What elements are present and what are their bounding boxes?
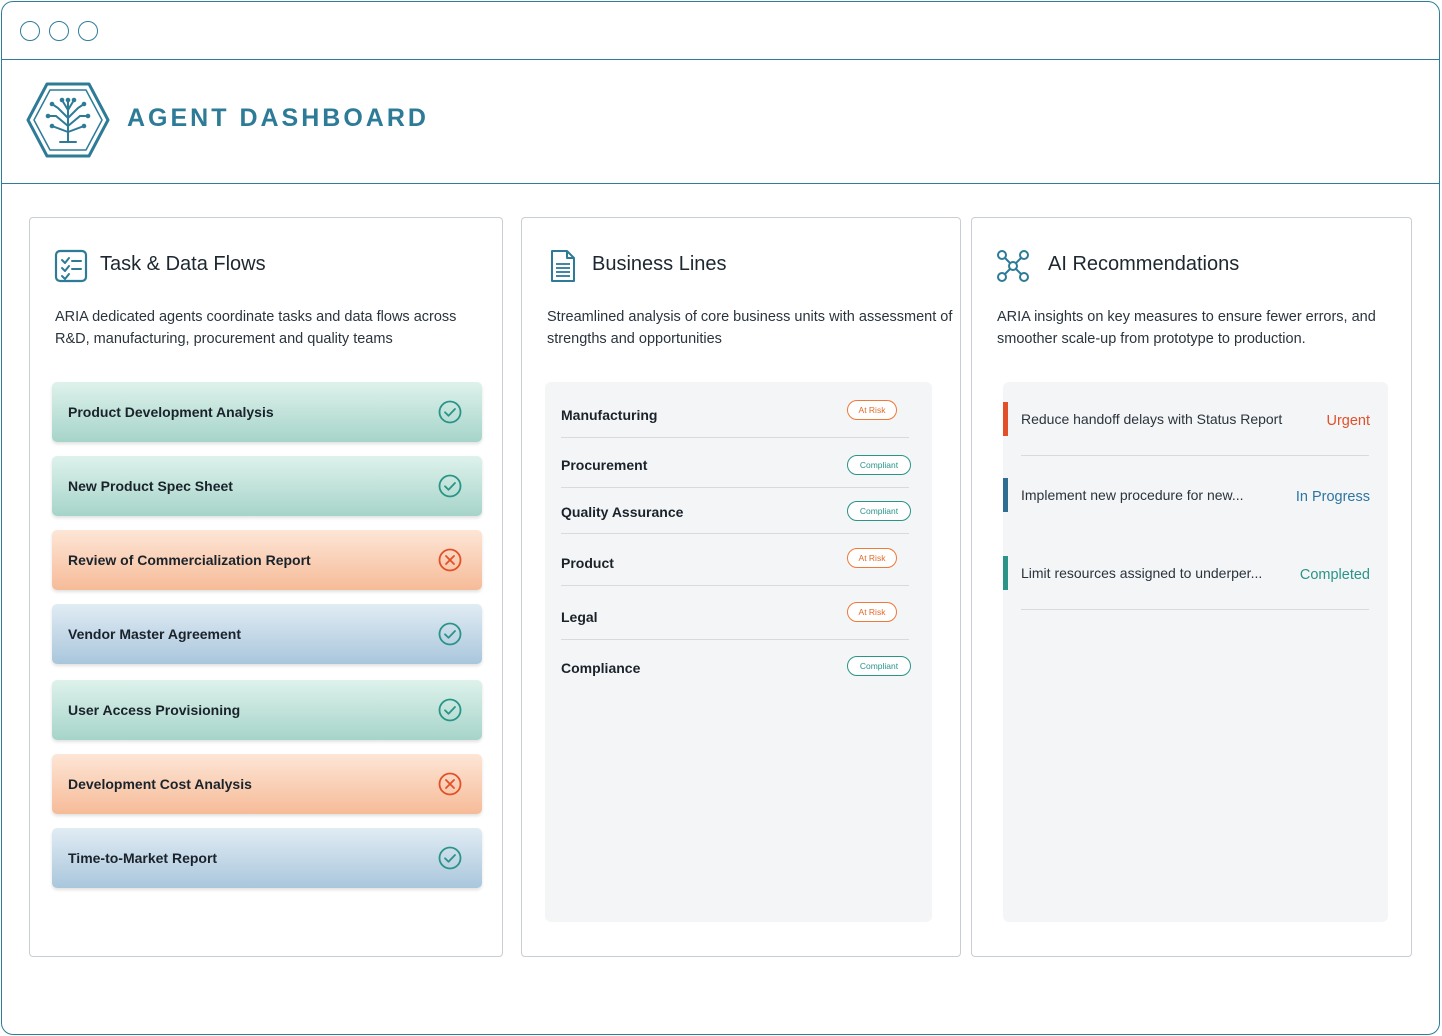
task-data-flows-panel (29, 217, 503, 957)
status-badge: Compliant (847, 501, 911, 521)
status-badge: At Risk (847, 548, 897, 568)
panel-description: ARIA insights on key measures to ensure fewer errors, and smoother scale-up from prototype to production. (997, 309, 1376, 347)
panel-title: Business Lines (592, 253, 727, 275)
business-line-row[interactable] (561, 586, 909, 640)
tree-circuit-logo-icon (26, 82, 110, 158)
task-label: Development Cost Analysis (68, 776, 252, 792)
check-circle-icon (438, 400, 462, 424)
window-control-maximize[interactable] (78, 21, 98, 41)
dashboard-header (2, 60, 1439, 184)
network-nodes-icon (996, 249, 1030, 283)
task-label: Time-to-Market Report (68, 850, 218, 866)
panel-description: Streamlined analysis of core business units with assessment of strengths and opportunities (547, 309, 953, 347)
task-card-vendor-master-agreement[interactable] (52, 604, 482, 664)
status-badge: Compliant (847, 455, 911, 475)
status-badge: At Risk (847, 602, 897, 622)
window-control-close[interactable] (20, 21, 40, 41)
task-card-new-product-spec-sheet[interactable] (52, 456, 482, 516)
business-lines-list (545, 382, 932, 922)
divider (1021, 609, 1369, 610)
recommendation-status: Urgent (1326, 413, 1370, 429)
app-title: AGENT DASHBOARD (127, 104, 429, 132)
task-label: New Product Spec Sheet (68, 478, 233, 494)
business-line-name: Procurement (561, 457, 648, 473)
recommendation-status: Completed (1299, 567, 1370, 583)
business-line-name: Compliance (561, 660, 641, 676)
business-line-row[interactable] (561, 534, 909, 586)
panel-description: ARIA dedicated agents coordinate tasks and data flows across R&D, manufacturing, procurement and quality teams (55, 309, 457, 347)
task-label: User Access Provisioning (68, 702, 241, 718)
business-line-row[interactable] (561, 640, 909, 690)
recommendation-text[interactable]: Reduce handoff delays with Status Report (1021, 411, 1283, 427)
status-badge: At Risk (847, 400, 897, 420)
panel-title: AI Recommendations (1048, 253, 1240, 275)
x-circle-icon (438, 548, 462, 572)
document-icon (546, 249, 580, 283)
task-card-time-to-market-report[interactable] (52, 828, 482, 888)
check-circle-icon (438, 846, 462, 870)
task-card-review-of-commercialization-report[interactable] (52, 530, 482, 590)
task-label: Product Development Analysis (68, 404, 274, 420)
app-window (1, 1, 1440, 1035)
urgent-indicator-bar (1003, 402, 1008, 436)
task-card-user-access-provisioning[interactable] (52, 680, 482, 740)
business-line-name: Product (561, 555, 614, 571)
x-circle-icon (438, 772, 462, 796)
check-circle-icon (438, 622, 462, 646)
business-line-name: Quality Assurance (561, 504, 684, 520)
business-line-row[interactable] (561, 382, 909, 438)
business-line-row[interactable] (561, 488, 909, 534)
window-control-minimize[interactable] (49, 21, 69, 41)
recommendation-text[interactable]: Limit resources assigned to underper... (1021, 565, 1263, 581)
ai-recommendations-panel (971, 217, 1412, 957)
panel-title: Task & Data Flows (100, 253, 266, 275)
divider (1021, 455, 1369, 456)
task-label: Review of Commercialization Report (68, 552, 311, 568)
task-card-development-cost-analysis[interactable] (52, 754, 482, 814)
task-label: Vendor Master Agreement (68, 626, 241, 642)
business-line-row[interactable] (561, 438, 909, 488)
task-card-product-development-analysis[interactable] (52, 382, 482, 442)
recommendation-status: In Progress (1295, 489, 1370, 505)
checklist-icon (54, 249, 88, 283)
recommendation-text[interactable]: Implement new procedure for new... (1021, 487, 1244, 503)
check-circle-icon (438, 474, 462, 498)
status-badge: Compliant (847, 656, 911, 676)
in-progress-indicator-bar (1003, 478, 1008, 512)
business-line-name: Legal (561, 609, 598, 625)
ai-recommendations-list (1003, 382, 1388, 922)
check-circle-icon (438, 698, 462, 722)
business-lines-panel (521, 217, 961, 957)
business-line-name: Manufacturing (561, 407, 658, 423)
window-titlebar (2, 2, 1439, 60)
completed-indicator-bar (1003, 556, 1008, 590)
